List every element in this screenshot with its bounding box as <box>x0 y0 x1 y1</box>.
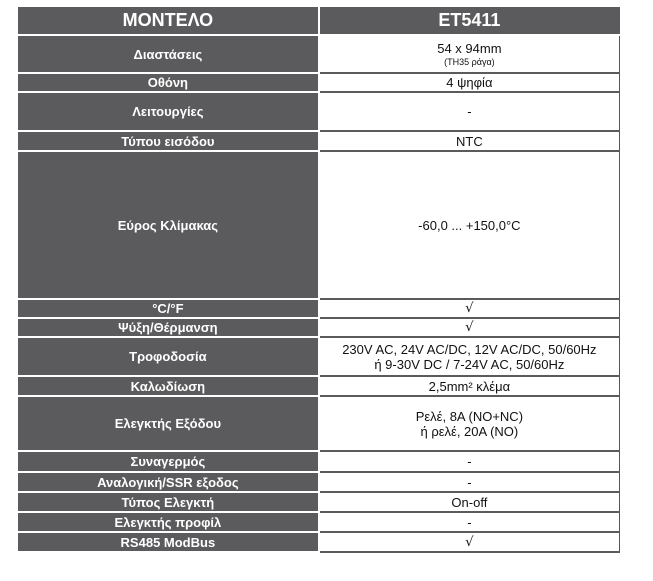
scale-range-value: -60,0 ... +150,0°C <box>319 151 620 299</box>
row-units <box>18 299 620 318</box>
analog-ssr-label: Αναλογική/SSR εξοδος <box>18 472 319 492</box>
scale-range-label: Εύρος Κλίμακας <box>18 151 319 299</box>
rs485-check-icon: √ <box>319 532 620 552</box>
row-scale-range <box>18 151 620 299</box>
power-line-2: ή 9-30V DC / 7-24V AC, 50/60Hz <box>374 356 565 372</box>
alarm-label: Συναγερμός <box>18 451 319 472</box>
display-value: 4 ψηφία <box>319 73 620 92</box>
cooling-heating-check-icon: √ <box>319 318 620 337</box>
header-row <box>18 7 620 35</box>
row-functions <box>18 92 620 131</box>
rs485-label: RS485 ModBus <box>18 532 319 552</box>
dimensions-main: 54 x 94mm <box>437 41 502 56</box>
output-label: Ελεγκτής Εξόδου <box>18 396 319 451</box>
row-output <box>18 396 620 451</box>
alarm-value: - <box>319 451 620 472</box>
wiring-value: 2,5mm² κλέμα <box>319 376 620 396</box>
dimensions-value <box>319 35 620 73</box>
controller-type-label: Τύπος Ελεγκτή <box>18 492 319 512</box>
functions-value: - <box>319 92 620 131</box>
input-type-value: NTC <box>319 131 620 151</box>
row-power <box>18 337 620 376</box>
row-dimensions <box>18 35 620 73</box>
profile-value: - <box>319 512 620 532</box>
row-wiring <box>18 376 620 396</box>
functions-label: Λειτουργίες <box>18 92 319 131</box>
row-analog-ssr <box>18 472 620 492</box>
units-label: °C/°F <box>18 299 319 318</box>
dimensions-note: (TH35 ράγα) <box>444 57 495 67</box>
model-value: ET5411 <box>319 7 620 35</box>
output-line-2: ή ρελέ, 20A (NO) <box>420 423 519 439</box>
row-input-type <box>18 131 620 151</box>
analog-ssr-value: - <box>319 472 620 492</box>
profile-label: Ελεγκτής προφίλ <box>18 512 319 532</box>
spec-table <box>18 7 620 553</box>
controller-type-value: On-off <box>319 492 620 512</box>
wiring-label: Καλωδίωση <box>18 376 319 396</box>
output-line-1: Ρελέ, 8A (NO+NC) <box>415 408 524 424</box>
power-label: Τροφοδοσία <box>18 337 319 376</box>
input-type-label: Τύπου εισόδου <box>18 131 319 151</box>
model-label: ΜΟΝΤΕΛΟ <box>18 7 319 35</box>
display-label: Οθόνη <box>18 73 319 92</box>
row-display <box>18 73 620 92</box>
cooling-heating-label: Ψύξη/Θέρμανση <box>18 318 319 337</box>
row-cooling-heating <box>18 318 620 337</box>
power-line-1: 230V AC, 24V AC/DC, 12V AC/DC, 50/60Hz <box>342 341 597 357</box>
row-alarm <box>18 451 620 472</box>
units-check-icon: √ <box>319 299 620 318</box>
row-rs485 <box>18 532 620 552</box>
dimensions-label: Διαστάσεις <box>18 35 319 73</box>
power-value <box>319 337 620 376</box>
row-controller-type <box>18 492 620 512</box>
output-value <box>319 396 620 451</box>
row-profile <box>18 512 620 532</box>
